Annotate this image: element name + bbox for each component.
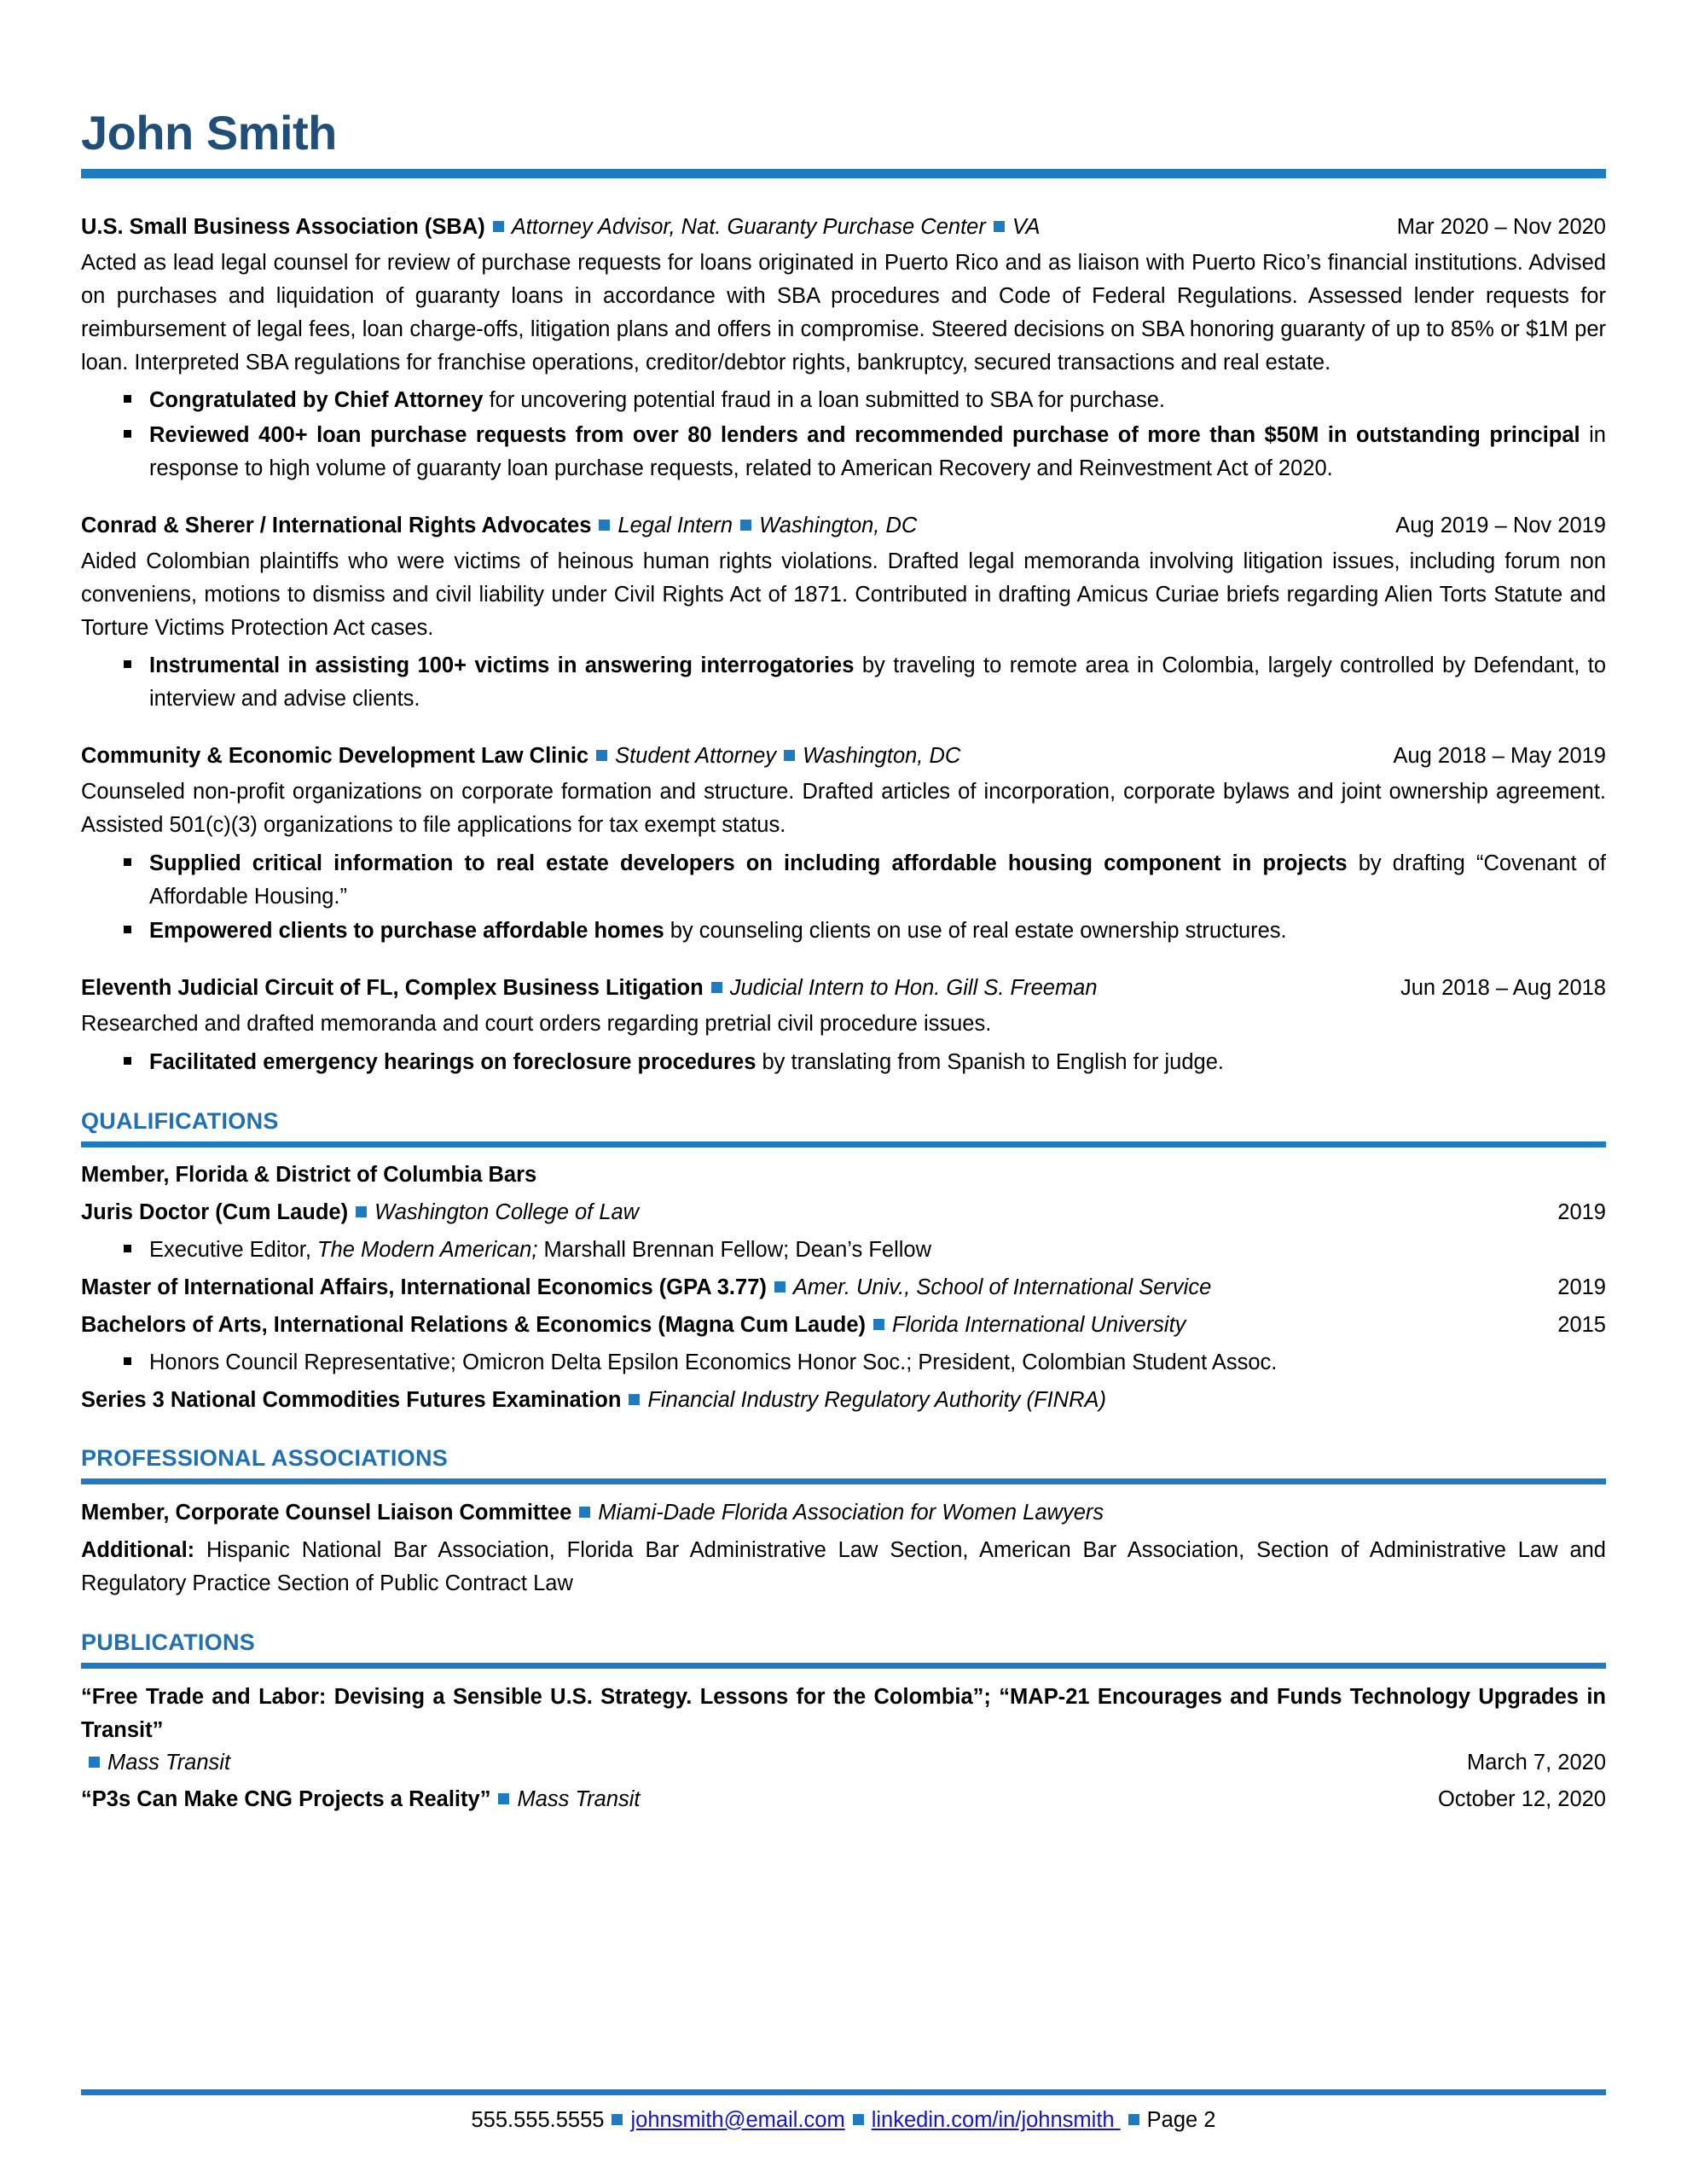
job-bullet-rest: in response to high volume of guaranty loan purchase requests, related to American Recovery and Reinvestment Act of 2020. [149, 423, 1606, 480]
square-separator-icon [89, 1757, 100, 1768]
job-bullet-bold: Reviewed 400+ loan purchase requests from over 80 lenders and recommended purchase of more than $50M in outstanding principal [149, 423, 1580, 448]
section-heading-qualifications: QUALIFICATIONS [81, 1107, 279, 1134]
bullet-post: Marshall Brennan Fellow; Dean’s Fellow [537, 1237, 932, 1262]
square-separator-icon [599, 520, 610, 531]
qualification-row [81, 1272, 1606, 1304]
square-separator-icon [629, 1394, 640, 1405]
job-location: Washington, DC [759, 513, 918, 537]
publication-date: October 12, 2020 [1437, 1787, 1606, 1812]
qualification-bullet [81, 1234, 1606, 1266]
employer-name: U.S. Small Business Association (SBA) [81, 215, 485, 239]
institution-name: Washington College of Law [374, 1199, 640, 1224]
job-title: Legal Intern [617, 513, 733, 537]
header-divider [81, 169, 1606, 178]
association-org: Miami-Dade Florida Association for Women Lawyers [598, 1500, 1104, 1525]
qualification-row [81, 1310, 1606, 1341]
job-dates: Mar 2020 – Nov 2020 [1396, 215, 1606, 239]
employer-name: Conrad & Sherer / International Rights Advocates [81, 513, 592, 537]
experience-entry-header [81, 511, 1606, 540]
publication-titles: “P3s Can Make CNG Projects a Reality” [81, 1787, 491, 1812]
bullet-italic: The Modern American; [317, 1237, 538, 1262]
qualification-bullet-list [81, 1234, 1606, 1266]
association-title: Member, Corporate Counsel Liaison Committee [81, 1500, 572, 1525]
square-separator-icon [711, 982, 722, 993]
job-bullet-rest: for uncovering potential fraud in a loan submitted to SBA for purchase. [483, 388, 1165, 413]
certification-title: Series 3 National Commodities Futures Examination [81, 1387, 622, 1412]
job-bullet-rest: by translating from Spanish to English for judge. [756, 1050, 1224, 1075]
publication-entry [81, 1783, 1606, 1816]
experience-entry-header [81, 212, 1606, 241]
job-bullet-bold: Instrumental in assisting 100+ victims in answering interrogatories [149, 653, 855, 678]
additional-label: Additional: [81, 1538, 195, 1563]
square-separator-icon [596, 750, 607, 761]
job-title: Attorney Advisor, Nat. Guaranty Purchase Center [511, 215, 986, 239]
square-separator-icon [498, 1793, 509, 1804]
job-summary: Counseled non-profit organizations on corporate formation and structure. Drafted articles of incorporation, corporate bylaws and joint ownership agreement. Assisted 501(c)(3) organizations to file applications for tax exempt status. [81, 780, 1606, 838]
section-divider [81, 1663, 1606, 1669]
experience-section [81, 212, 1606, 1079]
job-dates: Aug 2018 – May 2019 [1393, 743, 1606, 768]
degree-year: 2019 [1557, 1199, 1606, 1224]
association-membership [81, 1496, 1606, 1530]
degree-year: 2019 [1557, 1275, 1606, 1299]
bullet-pre: Executive Editor, [149, 1237, 318, 1262]
bullet-pre: Honors Council Representative; Omicron Delta Epsilon Economics Honor Soc.; President, Colombian Student Assoc. [149, 1350, 1278, 1374]
qualification-bullet [81, 1347, 1606, 1379]
job-bullet-list [81, 1046, 1606, 1079]
square-separator-icon [853, 2114, 864, 2125]
degree-title: Juris Doctor (Cum Laude) [81, 1199, 349, 1224]
job-bullet [81, 847, 1606, 914]
degree-title: Master of International Affairs, International Economics (GPA 3.77) [81, 1275, 767, 1299]
job-bullet [81, 915, 1606, 948]
qualification-bullet-list [81, 1347, 1606, 1379]
phone-number: 555.555.5555 [471, 2107, 605, 2132]
square-separator-icon [356, 1206, 367, 1217]
qualification-row [81, 1385, 1606, 1416]
job-bullet [81, 649, 1606, 716]
certification-body: Financial Industry Regulatory Authority (FINRA) [647, 1387, 1106, 1412]
experience-entry-header [81, 973, 1606, 1002]
job-bullet-list [81, 847, 1606, 948]
additional-text: Hispanic National Bar Association, Florida Bar Administrative Law Section, American Bar Association, Section of Administrative Law and Regulatory Practice Section of Public Contract Law [81, 1538, 1606, 1596]
degree-year: 2015 [1557, 1312, 1606, 1337]
publication-title-text: “Free Trade and Labor: Devising a Sensible U.S. Strategy. Lessons for the Colombia”; “MAP-21 Encourages and Funds Technology Upgrades in Transit” [81, 1684, 1606, 1742]
experience-entry-header [81, 741, 1606, 770]
publication-meta [81, 1783, 1606, 1816]
publication-entry [81, 1681, 1606, 1780]
job-dates: Aug 2019 – Nov 2019 [1395, 513, 1606, 537]
job-summary: Researched and drafted memoranda and court orders regarding pretrial civil procedure issues. [81, 1012, 992, 1037]
job-location: VA [1012, 215, 1041, 239]
page-title: John Smith [81, 106, 337, 160]
square-separator-icon [774, 1281, 786, 1292]
publication-date: March 7, 2020 [1466, 1751, 1606, 1775]
section-heading-associations: PROFESSIONAL ASSOCIATIONS [81, 1444, 449, 1471]
job-bullet-bold: Facilitated emergency hearings on foreclosure procedures [149, 1050, 757, 1075]
publication-outlet: Mass Transit [517, 1787, 641, 1812]
job-bullet [81, 1046, 1606, 1079]
job-bullet [81, 384, 1606, 417]
page-number: Page 2 [1146, 2107, 1216, 2132]
square-separator-icon [994, 221, 1005, 232]
job-bullet-rest: by traveling to remote area in Colombia, largely controlled by Defendant, to interview and advise clients. [149, 653, 1606, 712]
square-separator-icon [740, 520, 751, 531]
square-separator-icon [493, 221, 504, 232]
publications-section [81, 1629, 1606, 1816]
square-separator-icon [579, 1507, 590, 1518]
section-divider [81, 1141, 1606, 1147]
publication-meta [81, 1746, 1606, 1780]
job-bullet-bold: Supplied critical information to real estate developers on including affordable housing component in projects [149, 851, 1348, 875]
square-separator-icon [1128, 2114, 1139, 2125]
bar-membership: Member, Florida & District of Columbia Bars [81, 1162, 537, 1187]
square-separator-icon [784, 750, 795, 761]
job-location: Washington, DC [803, 743, 961, 768]
association-additional [81, 1534, 1606, 1600]
experience-entry [81, 511, 1606, 716]
job-summary: Aided Colombian plaintiffs who were victims of heinous human rights violations. Drafted legal memoranda involving litigation issues, including forum non conveniens, motions to dismiss and civil liability under Civil Rights Act of 1871. Contributed in drafting Amicus Curiae briefs regarding Alien Torts Statute and Torture Victims Protection Act cases. [81, 549, 1606, 640]
linkedin-link[interactable]: linkedin.com/in/johnsmith [871, 2107, 1121, 2132]
footer [81, 2089, 1606, 2135]
experience-entry [81, 973, 1606, 1079]
section-heading-publications: PUBLICATIONS [81, 1629, 256, 1655]
section-divider [81, 1478, 1606, 1484]
associations-section [81, 1445, 1606, 1600]
qualification-row [81, 1159, 1606, 1191]
job-bullet-bold: Congratulated by Chief Attorney [149, 388, 484, 413]
job-title: Judicial Intern to Hon. Gill S. Freeman [729, 976, 1098, 1001]
qualifications-section [81, 1108, 1606, 1416]
job-bullet-list [81, 649, 1606, 716]
publication-outlet: Mass Transit [107, 1751, 231, 1775]
job-bullet-rest: by drafting “Covenant of Affordable Housing.” [149, 851, 1606, 909]
job-bullet-list [81, 384, 1606, 485]
institution-name: Amer. Univ., School of International Service [792, 1275, 1212, 1299]
publication-titles [81, 1681, 1606, 1747]
job-dates: Jun 2018 – Aug 2018 [1400, 976, 1606, 1001]
square-separator-icon [612, 2114, 623, 2125]
job-bullet [81, 419, 1606, 485]
square-separator-icon [873, 1319, 884, 1330]
employer-name: Eleventh Judicial Circuit of FL, Complex Business Litigation [81, 976, 704, 1001]
job-bullet-bold: Empowered clients to purchase affordable homes [149, 919, 664, 944]
institution-name: Florida International University [892, 1312, 1186, 1337]
qualification-row [81, 1197, 1606, 1228]
job-summary: Acted as lead legal counsel for review of purchase requests for loans originated in Puerto Rico and as liaison with Puerto Rico’s financial institutions. Advised on purchases and liquidation of guaranty loans in accordance with SBA procedures and Code of Federal Regulations. Assessed lender requests for reimbursement of legal fees, loan charge-offs, litigation plans and offers in compromise. Steered decisions on SBA honoring guaranty of up to 85% or $1M per loan. Interpreted SBA regulations for franchise operations, creditor/debtor rights, bankruptcy, secured transactions and real estate. [81, 251, 1606, 375]
job-bullet-rest: by counseling clients on use of real estate ownership structures. [664, 919, 1287, 944]
degree-title: Bachelors of Arts, International Relations & Economics (Magna Cum Laude) [81, 1312, 867, 1337]
experience-entry [81, 741, 1606, 948]
job-title: Student Attorney [615, 743, 777, 768]
experience-entry [81, 212, 1606, 485]
footer-divider [81, 2089, 1606, 2095]
employer-name: Community & Economic Development Law Clinic [81, 743, 589, 768]
email-link[interactable]: johnsmith@email.com [630, 2107, 845, 2132]
footer-contact [81, 2106, 1606, 2135]
